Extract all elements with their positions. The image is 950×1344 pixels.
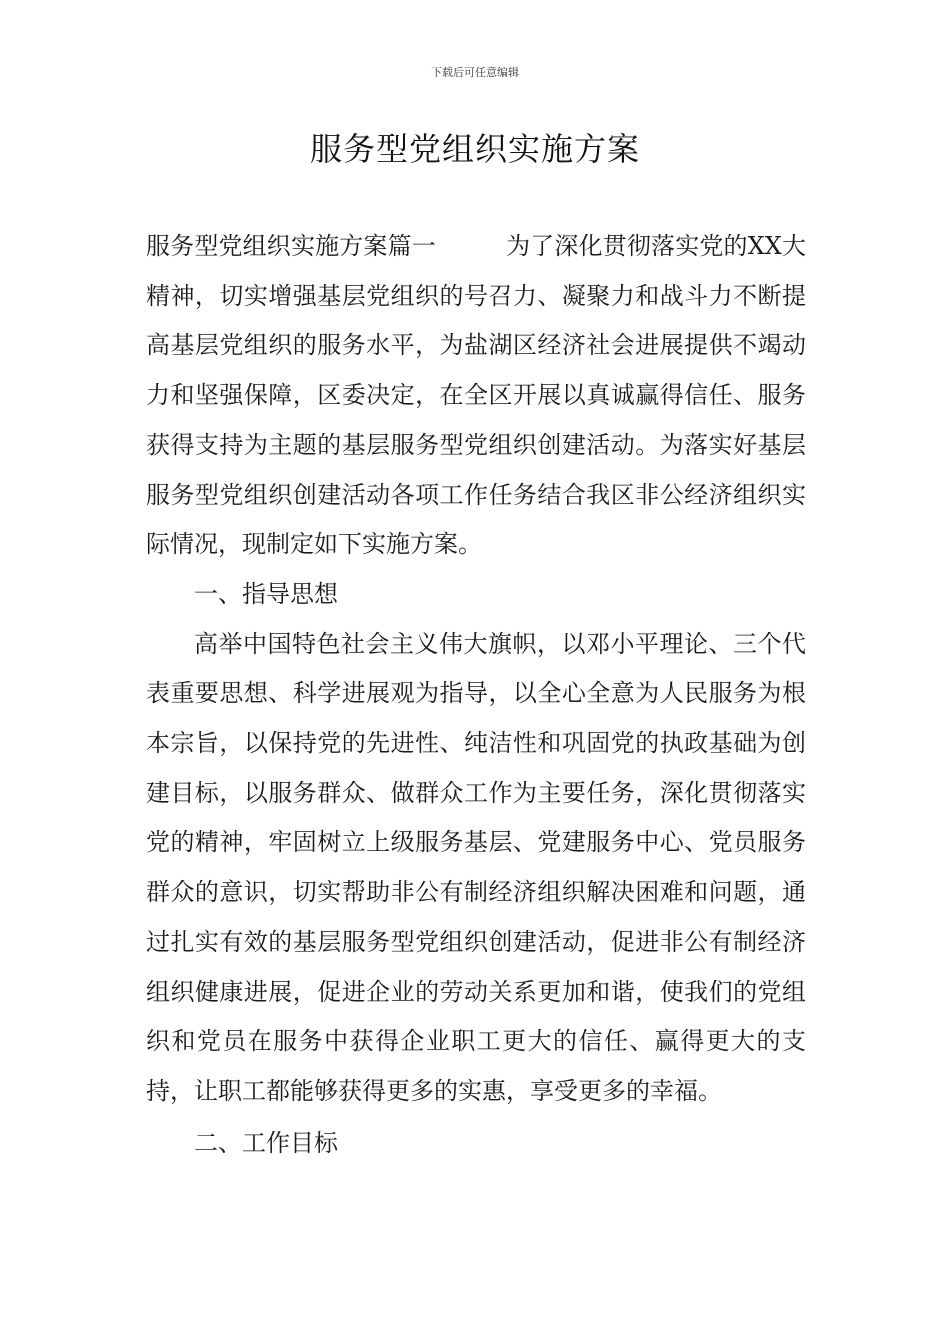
intro-label: 服务型党组织实施方案篇一	[146, 232, 436, 260]
section-paragraph-guiding-ideology: 高举中国特色社会主义伟大旗帜，以邓小平理论、三个代表重要思想、科学进展观为指导，以全心全意为人民服务为根本宗旨，以保持党的先进性、纯洁性和巩固党的执政基础为创建目标，以服务群众、做群众工作为主要任务，深化贯彻落实党的精神，牢固树立上级服务基层、党建服务中心、党员服务群众的意识，切实帮助非公有制经济组织解决困难和问题，通过扎实有效的基层服务型党组织创建活动，促进非公有制经济组织健康进展，促进企业的劳动关系更加和谐，使我们的党组织和党员在服务中获得企业职工更大的信任、赢得更大的支持，让职工都能够获得更多的实惠，享受更多的幸福。	[146, 629, 806, 1105]
intro-paragraph	[146, 222, 806, 570]
page-header-note: 下载后可任意编辑	[431, 66, 519, 79]
section-heading-work-goals: 二、工作目标	[194, 1128, 338, 1157]
section-heading-guiding-ideology: 一、指导思想	[194, 579, 338, 608]
intro-text: 为了深化贯彻落实党的XX大精神，切实增强基层党组织的号召力、凝聚力和战斗力不断提高基层党组织的服务水平，为盐湖区经济社会进展提供不竭动力和坚强保障，区委决定，在全区开展以真诚赢得信任、服务获得支持为主题的基层服务型党组织创建活动。为落实好基层服务型党组织创建活动各项工作任务结合我区非公经济组织实际情况，现制定如下实施方案。	[146, 232, 807, 559]
document-body	[146, 222, 806, 1168]
document-title: 服务型党组织实施方案	[309, 130, 640, 168]
